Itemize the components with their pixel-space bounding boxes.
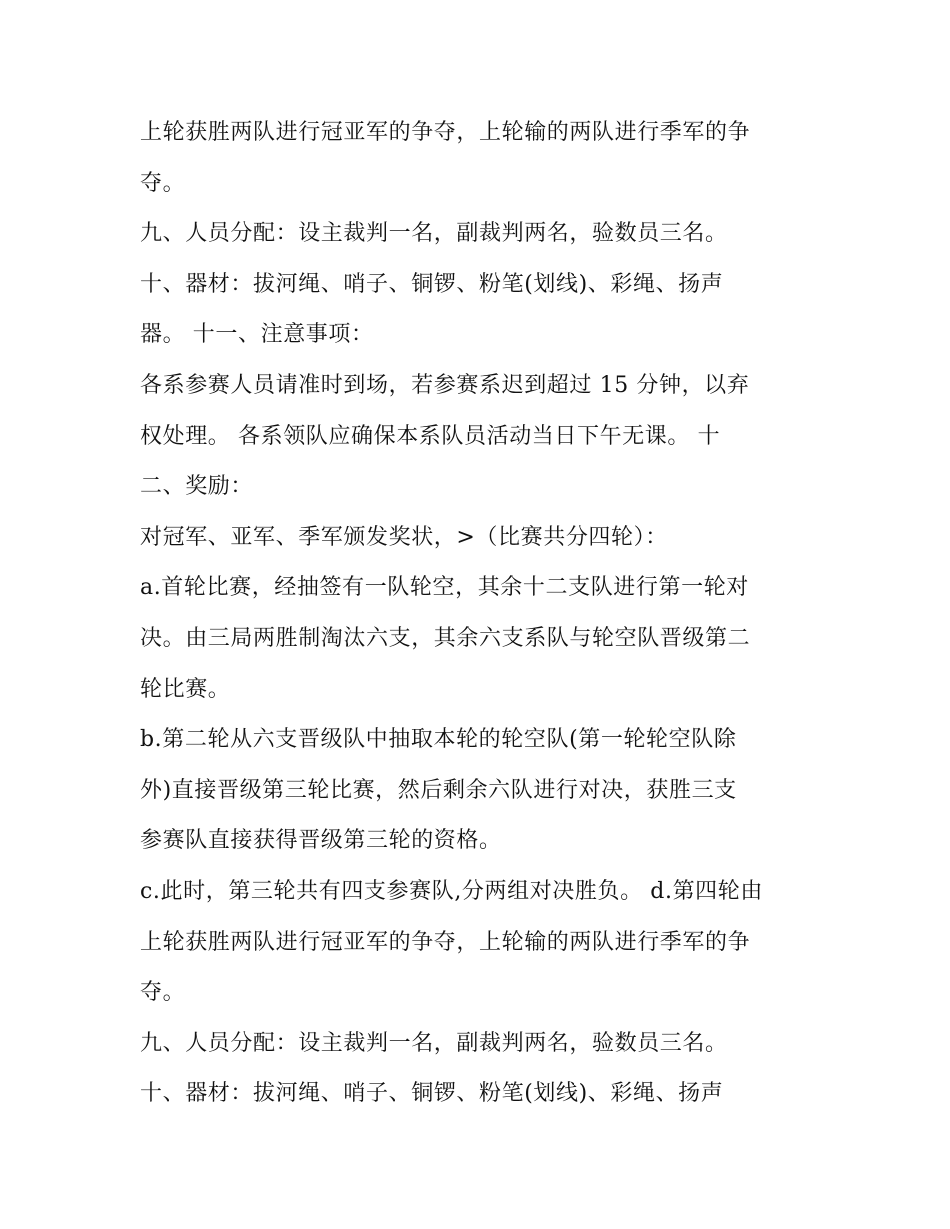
text-line: 外)直接晋级第三轮比赛，然后剩余六队进行对决，获胜三支 [140,777,737,803]
text-line: a.首轮比赛，经抽签有一队轮空，其余十二支队进行第一轮对 [140,575,749,601]
text-line: 轮比赛。 [140,676,231,702]
text-line: 各系参赛人员请准时到场，若参赛系迟到超过 15 分钟，以弃 [140,372,750,398]
text-line: b.第二轮从六支晋级队中抽取本轮的轮空队(第一轮轮空队除 [140,727,737,753]
text-line: 参赛队直接获得晋级第三轮的资格。 [140,828,502,854]
text-line: 决。由三局两胜制淘汰六支，其余六支系队与轮空队晋级第二 [140,625,751,651]
text-line: 十、器材：拔河绳、哨子、铜锣、粉笔(划线)、彩绳、扬声 [140,1081,724,1107]
text-line: 上轮获胜两队进行冠亚军的争夺，上轮输的两队进行季军的争 [140,120,751,145]
text-line: 上轮获胜两队进行冠亚军的争夺，上轮输的两队进行季军的争 [140,929,751,955]
text-line: 九、人员分配：设主裁判一名，副裁判两名，验数员三名。 [140,1030,728,1056]
text-line: 对冠军、亚军、季军颁发奖状，>（比赛共分四轮）： [140,524,668,550]
text-line: 夺。 [140,170,186,196]
text-line: 十、器材：拔河绳、哨子、铜锣、粉笔(划线)、彩绳、扬声 [140,271,724,297]
text-line: 权处理。 各系领队应确保本系队员活动当日下午无课。 十 [140,423,721,449]
text-line: 九、人员分配：设主裁判一名，副裁判两名，验数员三名。 [140,221,728,247]
text-line: c.此时，第三轮共有四支参赛队,分两组对决胜负。 d.第四轮由 [140,878,763,904]
text-line: 器。 十一、注意事项： [140,322,374,348]
text-line: 二、奖励： [140,474,254,500]
text-line: 夺。 [140,980,186,1006]
document-body [140,108,820,1120]
